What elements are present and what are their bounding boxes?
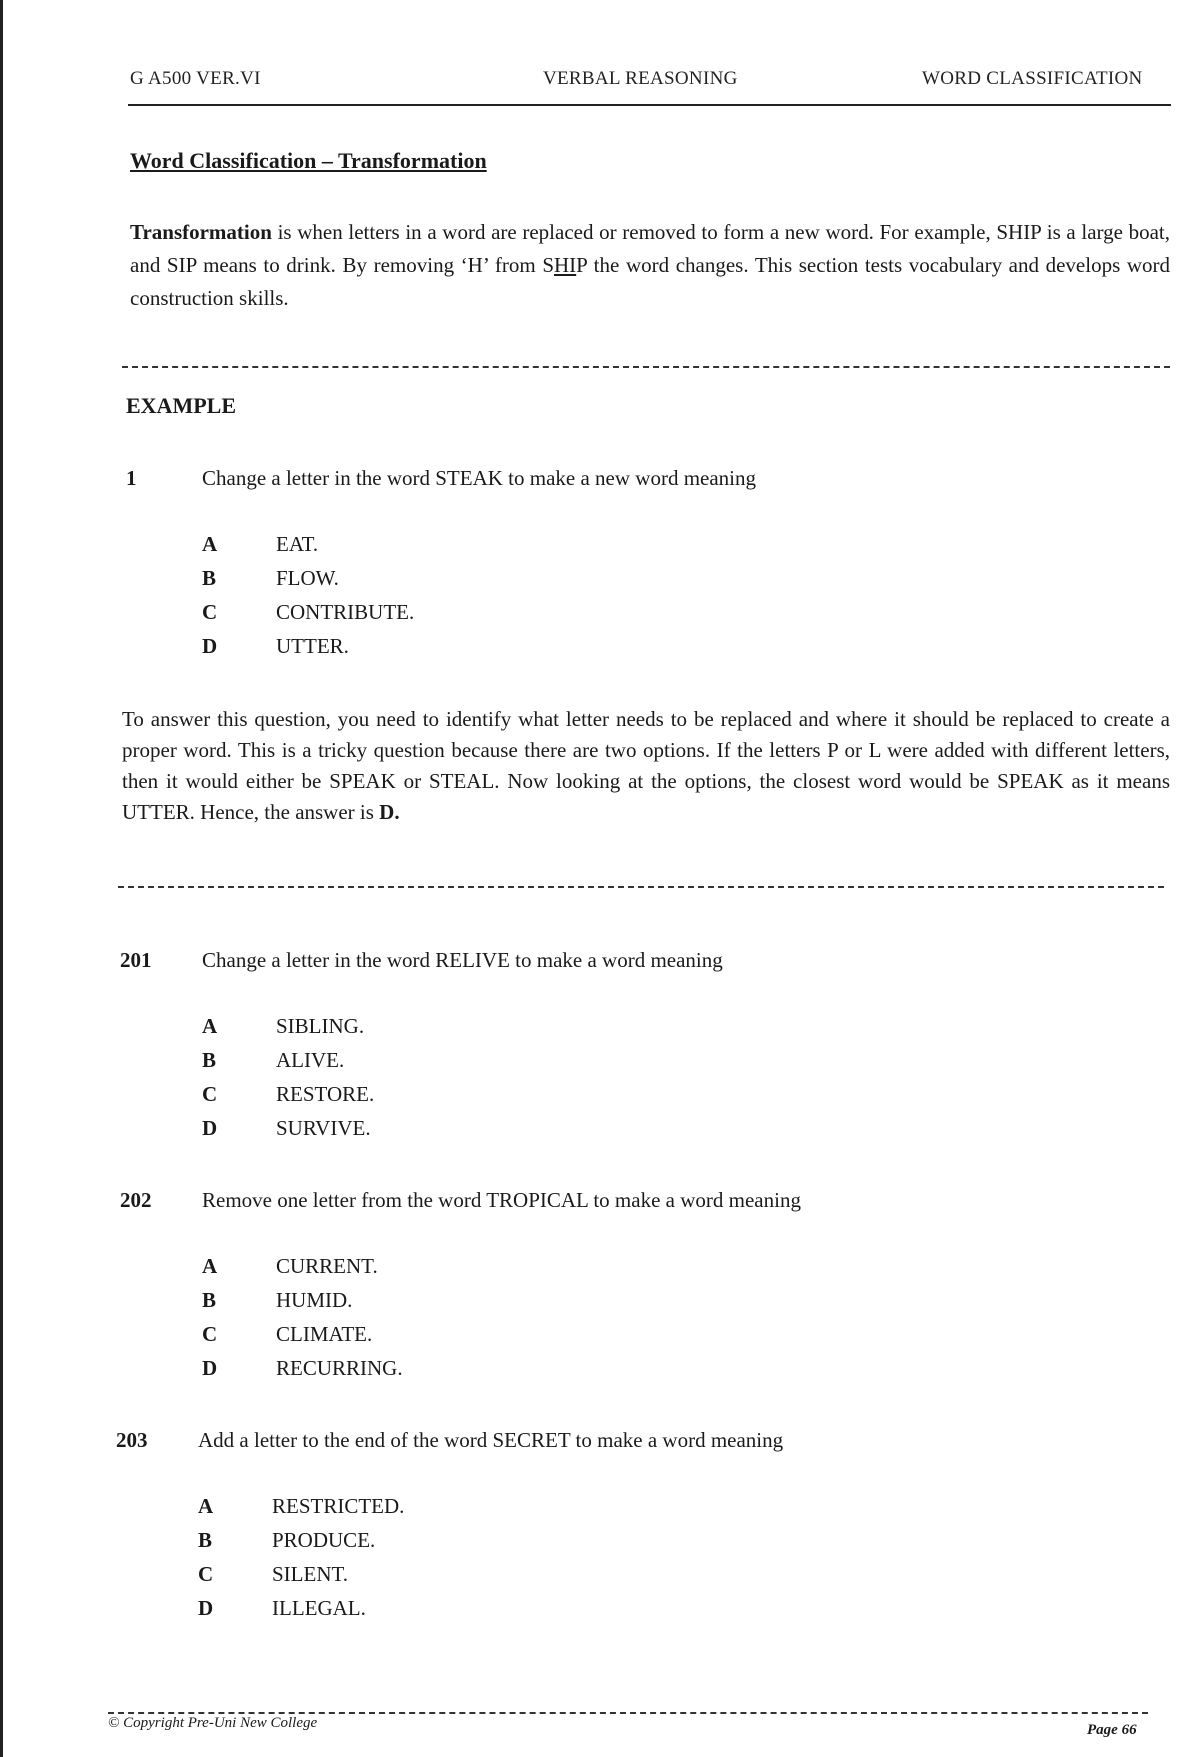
option-text: SIBLING. [276, 1014, 365, 1038]
header-subject: VERBAL REASONING [543, 68, 738, 89]
option-letter: B [202, 1288, 217, 1312]
example-explanation [122, 704, 1170, 828]
intro-text-1: is when letters in a word are replaced or removed to form a new word. For example, SHIP is a large boat, and SIP means to drink. By removing ‘H’ from [130, 220, 1170, 277]
footer-copyright: © Copyright Pre-Uni New College [108, 1715, 318, 1731]
question-prompt: Change a letter in the word STEAK to make a new word meaning [202, 466, 757, 490]
question-number: 203 [116, 1428, 148, 1452]
answer-letter: D. [379, 800, 400, 824]
header-code: G A500 VER.VI [130, 68, 261, 89]
intro-text-2: the word changes. This section tests vocabulary and develops word construction skills. [130, 253, 1171, 310]
option-text: ALIVE. [276, 1048, 345, 1072]
question-number: 202 [120, 1188, 152, 1212]
explanation-text: To answer this question, you need to identify what letter needs to be replaced and where it should be replaced to create a proper word. This is a tricky question because there are two options. If the letters P or L were added with different letters, then it would either be SPEAK or STEAL. Now looking at the options, the closest word would be SPEAK as it means UTTER. Hence, the answer is [122, 707, 1170, 824]
option-letter: C [202, 1082, 218, 1106]
intro-p: P [576, 253, 588, 277]
option-letter: C [202, 600, 218, 624]
option-letter: D [202, 1116, 218, 1140]
option-letter: C [202, 1322, 218, 1346]
option-text: HUMID. [276, 1288, 353, 1312]
option-text: ILLEGAL. [272, 1596, 366, 1620]
option-text: SURVIVE. [276, 1116, 371, 1140]
question-prompt: Add a letter to the end of the word SECRET to make a word meaning [198, 1428, 784, 1452]
intro-underlined-letters: HI [554, 253, 577, 277]
option-letter: A [202, 1254, 218, 1278]
question-number: 1 [126, 466, 137, 490]
option-letter: B [202, 1048, 217, 1072]
intro-s: S [542, 253, 554, 277]
option-text: SILENT. [272, 1562, 349, 1586]
option-letter: B [198, 1528, 213, 1552]
option-letter: C [198, 1562, 214, 1586]
option-text: RESTRICTED. [272, 1494, 405, 1518]
intro-paragraph [130, 216, 1170, 315]
option-text: PRODUCE. [272, 1528, 376, 1552]
question-prompt: Remove one letter from the word TROPICAL to make a word meaning [202, 1188, 801, 1212]
footer-page-number: Page 66 [1087, 1722, 1137, 1738]
option-text: UTTER. [276, 634, 349, 658]
question-number: 201 [120, 948, 152, 972]
option-text: RECURRING. [276, 1356, 403, 1380]
divider-top [122, 366, 1170, 368]
option-letter: A [202, 532, 218, 556]
header-topic: WORD CLASSIFICATION [922, 68, 1143, 89]
option-text: RESTORE. [276, 1082, 375, 1106]
option-letter: B [202, 566, 217, 590]
option-text: CONTRIBUTE. [276, 600, 415, 624]
question-prompt: Change a letter in the word RELIVE to make a word meaning [202, 948, 723, 972]
header-rule [128, 104, 1171, 106]
example-label: EXAMPLE [126, 393, 236, 418]
option-letter: D [202, 1356, 218, 1380]
option-text: CURRENT. [276, 1254, 378, 1278]
footer-rule [108, 1712, 1148, 1714]
option-letter: D [202, 634, 218, 658]
option-text: EAT. [276, 532, 319, 556]
option-text: CLIMATE. [276, 1322, 373, 1346]
option-letter: D [198, 1596, 214, 1620]
option-letter: A [202, 1014, 218, 1038]
option-text: FLOW. [276, 566, 339, 590]
divider-bottom [118, 886, 1164, 888]
section-title: Word Classification – Transformation [130, 148, 487, 173]
option-letter: A [198, 1494, 214, 1518]
intro-term: Transformation [130, 220, 272, 244]
page-edge [0, 0, 3, 1757]
